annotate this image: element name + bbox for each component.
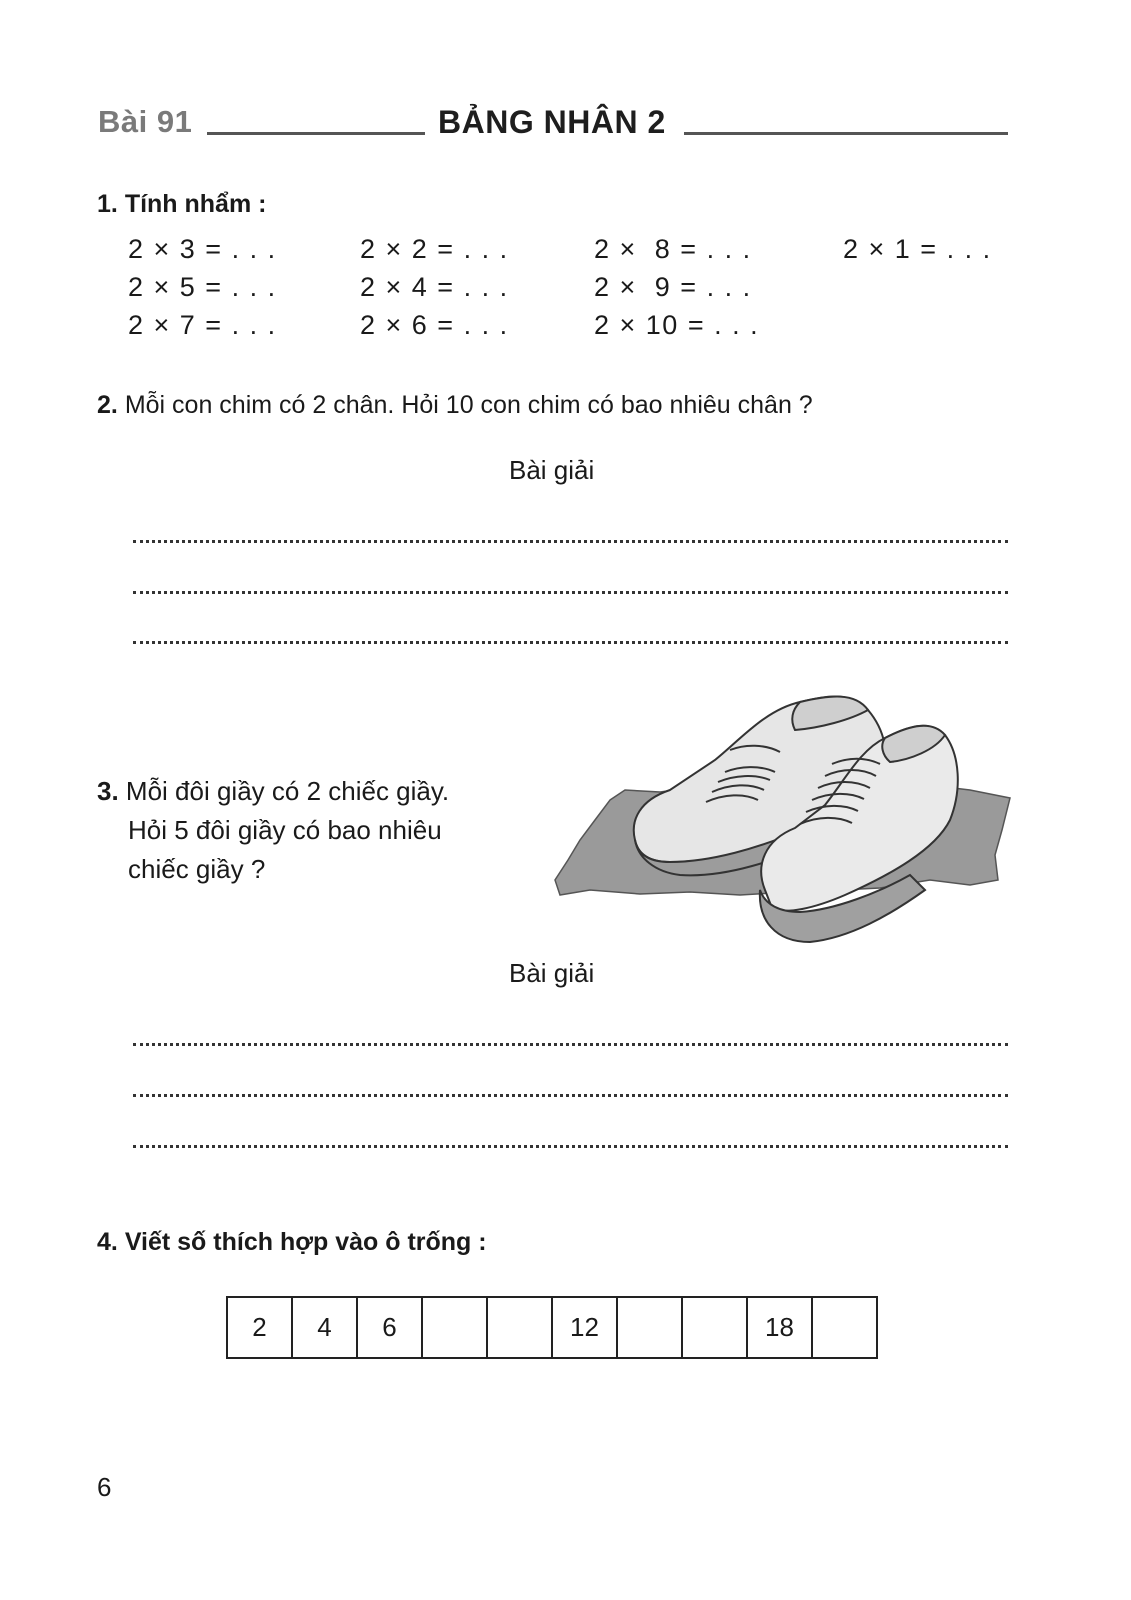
answer-line[interactable] (133, 641, 1008, 644)
exercise-3-line: chiếc giầy ? (128, 854, 266, 884)
sequence-cell: 4 (292, 1297, 357, 1358)
calc-item: 2 × 9 = . . . (594, 272, 752, 302)
calc-item: 2 × 4 = . . . (360, 272, 509, 302)
calc-item: 2 × 3 = . . . (128, 234, 277, 264)
exercise-3-line: Hỏi 5 đôi giầy có bao nhiêu (128, 815, 442, 845)
exercise-4-number: 4. (97, 1228, 118, 1256)
header-rule-right (684, 132, 1008, 135)
exercise-3-line: Mỗi đôi giầy có 2 chiếc giầy. (125, 776, 450, 806)
page-number: 6 (97, 1472, 112, 1502)
sequence-cell: 18 (747, 1297, 812, 1358)
sequence-cell: 6 (357, 1297, 422, 1358)
sequence-cell: 2 (227, 1297, 292, 1358)
page-title: BẢNG NHÂN 2 (438, 104, 666, 140)
solution-label: Bài giải (509, 958, 595, 988)
sequence-cell: 12 (552, 1297, 617, 1358)
answer-line[interactable] (133, 1043, 1008, 1046)
calc-item: 2 × 7 = . . . (128, 310, 277, 340)
exercise-3-text (97, 772, 449, 889)
sequence-cell-blank[interactable] (422, 1297, 487, 1358)
calc-item: 2 × 1 = . . . (843, 234, 992, 264)
header-rule-left (207, 132, 425, 135)
calc-item: 2 × 10 = . . . (594, 310, 760, 340)
exercise-4-heading (97, 1228, 487, 1257)
calc-item: 2 × 2 = . . . (360, 234, 509, 264)
calc-item: 2 × 5 = . . . (128, 272, 277, 302)
calc-item: 2 × 8 = . . . (594, 234, 752, 264)
sequence-cell-blank[interactable] (682, 1297, 747, 1358)
exercise-2-text: Mỗi con chim có 2 chân. Hỏi 10 con chim có bao nhiêu chân ? (124, 391, 813, 419)
exercise-1-number: 1. (97, 190, 118, 218)
solution-label: Bài giải (509, 455, 595, 485)
answer-line[interactable] (133, 1145, 1008, 1148)
answer-line[interactable] (133, 591, 1008, 594)
sequence-cell-blank[interactable] (617, 1297, 682, 1358)
number-sequence-table (226, 1296, 878, 1359)
exercise-1-title: Tính nhẩm : (124, 190, 267, 218)
lesson-number: Bài 91 (98, 104, 193, 139)
answer-line[interactable] (133, 1094, 1008, 1097)
answer-line[interactable] (133, 540, 1008, 543)
exercise-4-title: Viết số thích hợp vào ô trống : (124, 1228, 487, 1256)
calc-item: 2 × 6 = . . . (360, 310, 509, 340)
exercise-1-heading (97, 190, 266, 219)
exercise-2-heading (97, 391, 813, 420)
sequence-cell-blank[interactable] (487, 1297, 552, 1358)
sequence-cell-blank[interactable] (812, 1297, 877, 1358)
shoes-illustration (550, 680, 1015, 950)
exercise-2-number: 2. (97, 391, 118, 419)
exercise-3-number: 3. (97, 776, 119, 806)
